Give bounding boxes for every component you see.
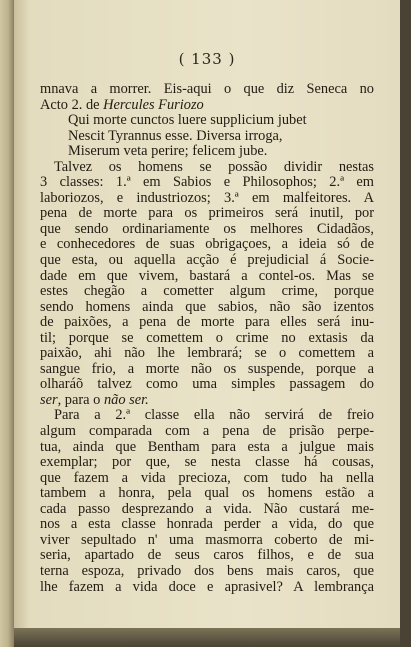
text-line: viver sepultado n' uma masmorra coberto de mi- bbox=[40, 532, 374, 548]
text-run: Acto 2. de bbox=[40, 97, 104, 113]
text-line: sangue frio, a morte não os suspende, porque a bbox=[40, 361, 374, 377]
text-line: tambem a honra, pela qual os homens estão a bbox=[40, 486, 374, 502]
text-run: , para o bbox=[57, 392, 104, 408]
text-line: paixão, ahi não lhe lembrará; se o comettem a bbox=[40, 346, 374, 362]
text-line: laboriozos, e industriozos; 3.ª em malfeitores. A bbox=[40, 190, 374, 206]
text-line bbox=[40, 98, 374, 114]
text-line: Miserum veta perire; felicem jube. bbox=[68, 144, 268, 160]
page-number: ( 133 ) bbox=[178, 50, 236, 68]
bottom-page-shadow bbox=[14, 628, 400, 647]
text-line: lhe fazem a vida doce e aprasivel? A lembrança bbox=[40, 579, 374, 595]
text-line: de paixões, a pena de morte para elles será inu- bbox=[40, 315, 374, 331]
text-line: pena de morte para os primeiros será inutil, por bbox=[40, 206, 374, 222]
text-line: nos a esta classe honrada perder a vida, do que bbox=[40, 517, 374, 533]
text-line: que sendo ordinariamente os melhores Cidadãos, bbox=[40, 221, 374, 237]
text-line: Talvez os homens se possão dividir nestas bbox=[54, 159, 374, 175]
text-line: que esta, ou aquella acção é prejudicial á Socie- bbox=[40, 253, 374, 269]
text-line: exemplar; por que, se nesta classe há cousas, bbox=[40, 455, 374, 471]
text-line bbox=[40, 393, 374, 409]
italic-text: ser bbox=[40, 392, 58, 408]
text-line: estes chegão a cometter algum crime, porque bbox=[40, 284, 374, 300]
previous-page-edge bbox=[0, 0, 14, 647]
text-line: til; porque se comettem o crime no extasis da bbox=[40, 330, 374, 346]
right-page-shadow bbox=[400, 0, 411, 647]
text-line: seria, apartado de seus caros filhos, e de sua bbox=[40, 548, 374, 564]
text-line: cada passo desprezando a vida. Não custará me- bbox=[40, 501, 374, 517]
italic-text: Hercules Furiozo bbox=[103, 97, 204, 113]
text-line: tua, ainda que Bentham para esta a julgue mais bbox=[40, 439, 374, 455]
text-line: olharáõ talvez como uma simples passagem do bbox=[40, 377, 374, 393]
italic-text: não ser. bbox=[103, 392, 149, 408]
text-line: e conhecedores de suas obrigaçoes, a ideia só de bbox=[40, 237, 374, 253]
text-line: Nescit Tyrannus esse. Diversa irroga, bbox=[68, 128, 283, 144]
text-line: terna espoza, privado dos bens mais caros, que bbox=[40, 563, 374, 579]
text-line: que fazem a vida precioza, com tudo ha nella bbox=[40, 470, 374, 486]
text-line: mnava a morrer. Eis-aqui o que diz Seneca no bbox=[40, 82, 374, 97]
text-line: Para a 2.ª classe ella não servirá de freio bbox=[54, 408, 374, 424]
text-line: 3 classes: 1.ª em Sabios e Philosophos; 2.ª em bbox=[40, 175, 374, 191]
book-page bbox=[14, 0, 400, 628]
text-line: sendo homens ainda que sabios, não são izentos bbox=[40, 299, 374, 315]
text-line: algum comparada com a pena de prisão perpe- bbox=[40, 424, 374, 440]
text-line: dade em que vivem, bastará a contel-os. Mas se bbox=[40, 268, 374, 284]
text-line: Qui morte cunctos luere supplicium jubet bbox=[68, 113, 307, 129]
body-text bbox=[40, 82, 374, 595]
